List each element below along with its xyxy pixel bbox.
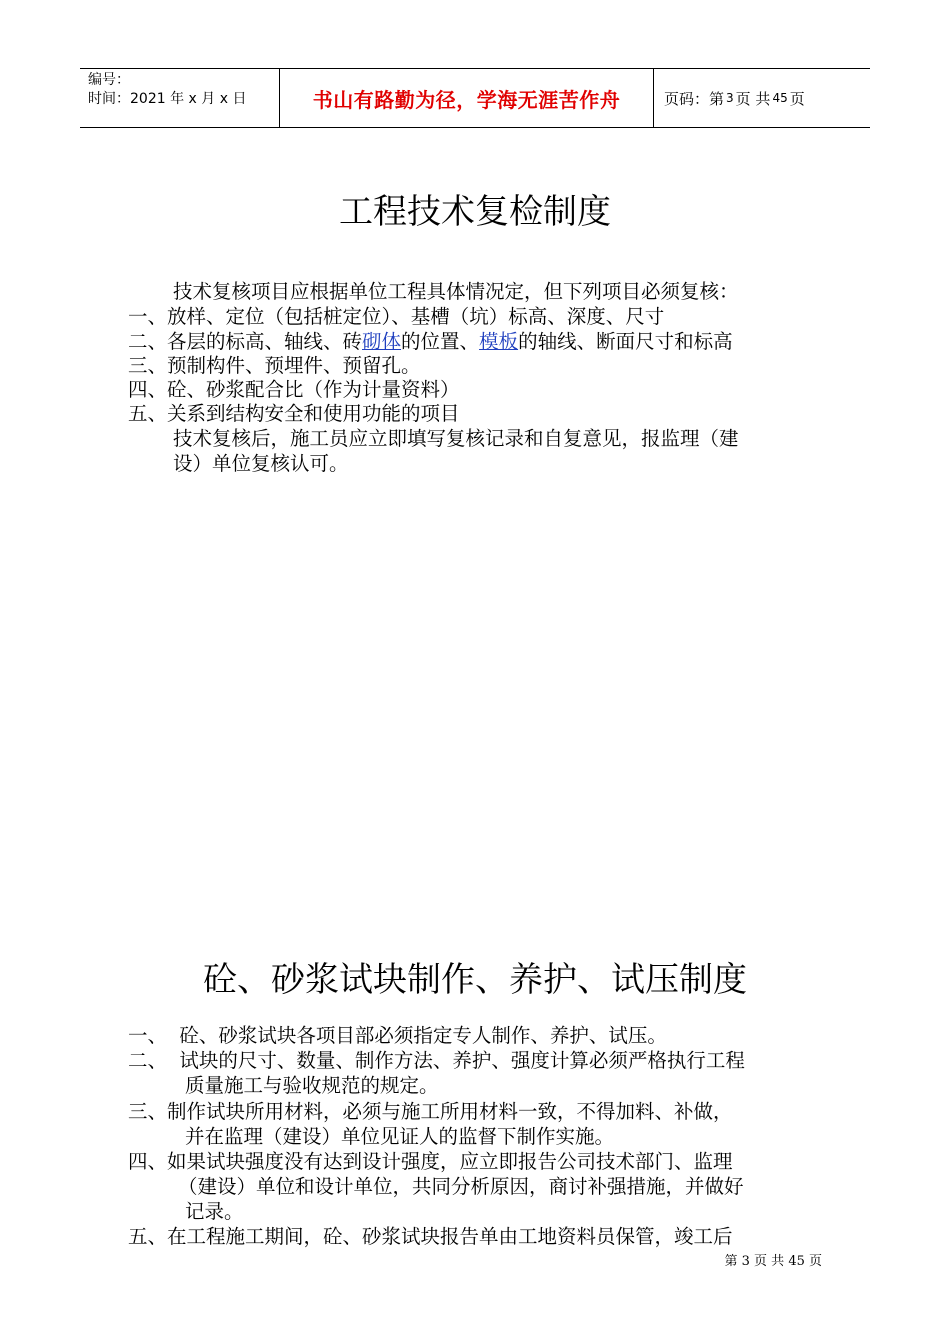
page-mid: 页 共 <box>735 89 771 108</box>
section1-item2-pre: 二、各层的标高、轴线、砖 <box>128 330 363 353</box>
page-prefix: 页码：第 <box>664 89 725 108</box>
section2-item1: 一、 砼、砂浆试块各项目部必须指定专人制作、养护、试压。 <box>128 1024 667 1047</box>
section1-title: 工程技术复检制度 <box>339 192 611 232</box>
section2-item4-line3: 记录。 <box>185 1200 244 1223</box>
section2-item5-line1: 五、在工程施工期间，砼、砂浆试块报告单由工地资料员保管，竣工后 <box>128 1225 733 1248</box>
page-total: 45 <box>772 91 788 105</box>
section1-item2-post: 的轴线、断面尺寸和标高 <box>518 330 733 353</box>
section2-title: 砼、砂浆试块制作、养护、试压制度 <box>203 960 747 1000</box>
section2-item3-line2: 并在监理（建设）单位见证人的监督下制作实施。 <box>185 1125 615 1148</box>
section1-closing-line2: 设）单位复核认可。 <box>173 452 349 475</box>
date-label: 时间：2021 年 x 月 x 日 <box>88 91 247 107</box>
link-masonry[interactable]: 砌体 <box>362 330 402 353</box>
header-page-info <box>654 69 870 127</box>
section1-closing-line1: 技术复核后，施工员应立即填写复核记录和自复意见，报监理（建 <box>173 427 739 450</box>
section2-item4-line2: （建设）单位和设计单位，共同分析原因，商讨补强措施，并做好 <box>178 1175 744 1198</box>
section1-item3: 三、预制构件、预埋件、预留孔。 <box>128 354 421 377</box>
section2-item3-line1: 三、制作试块所用材料，必须与施工所用材料一致，不得加料、补做， <box>128 1100 733 1123</box>
section2-item4-line1: 四、如果试块强度没有达到设计强度，应立即报告公司技术部门、监理 <box>128 1150 733 1173</box>
section1-intro: 技术复核项目应根据单位工程具体情况定，但下列项目必须复核： <box>173 280 739 303</box>
section1-item1: 一、放样、定位（包括桩定位）、基槽（坑）标高、深度、尺寸 <box>128 305 665 328</box>
page-footer: 第 3 页 共 45 页 <box>724 1254 822 1269</box>
header-motto: 书山有路勤为径，学海无涯苦作舟 <box>280 69 654 127</box>
section1-item5: 五、关系到结构安全和使用功能的项目 <box>128 402 460 425</box>
page-suffix: 页 <box>789 89 805 108</box>
number-label: 编号： <box>88 72 130 88</box>
header-table <box>80 68 870 128</box>
header-meta <box>80 69 280 127</box>
page-current: 3 <box>726 91 734 105</box>
link-formwork[interactable]: 模板 <box>479 330 519 353</box>
section1-item2 <box>128 330 733 354</box>
section1-item4: 四、砼、砂浆配合比（作为计量资料） <box>128 378 460 401</box>
section1-item2-mid: 的位置、 <box>401 330 480 353</box>
section2-item2-line1: 二、 试块的尺寸、数量、制作方法、养护、强度计算必须严格执行工程 <box>128 1049 745 1072</box>
section2-item2-line2: 质量施工与验收规范的规定。 <box>185 1074 439 1097</box>
